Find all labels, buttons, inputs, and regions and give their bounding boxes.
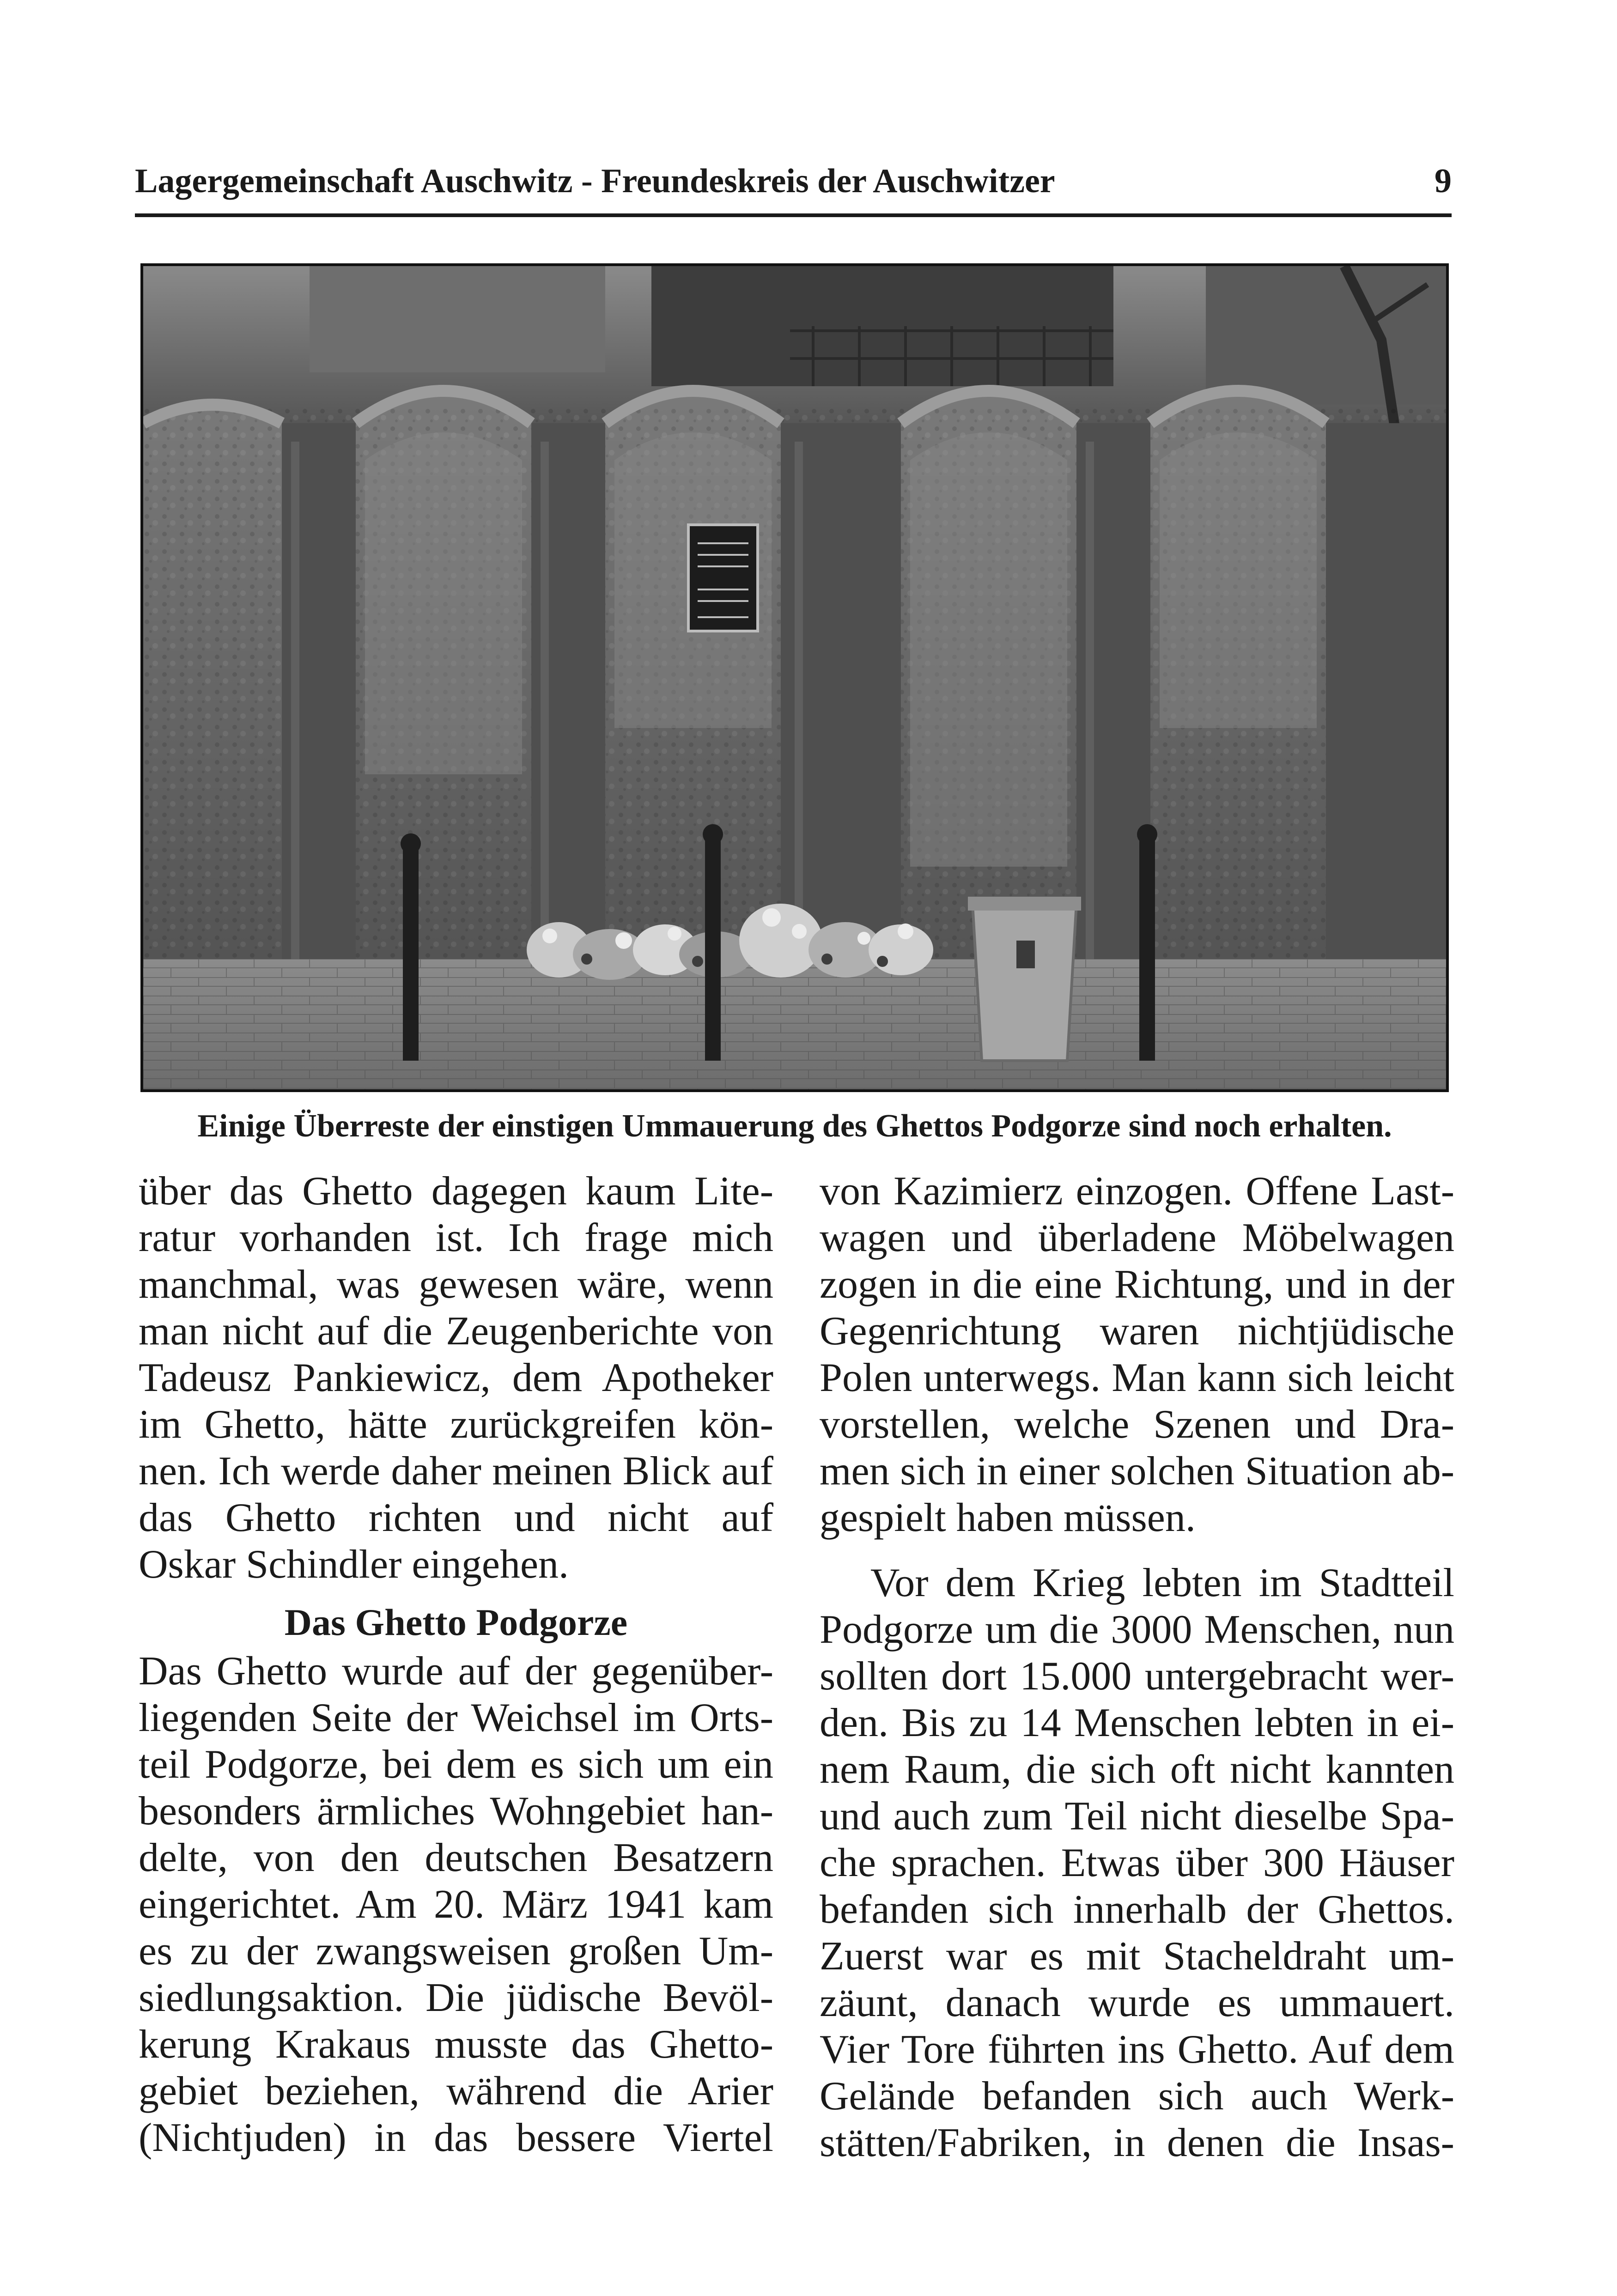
text-line: Polen unterwegs. Man kann sich leicht <box>820 1355 1454 1400</box>
text-line: men sich in einer solchen Situation ab- <box>820 1449 1454 1494</box>
right-text-column <box>820 1168 1454 2166</box>
photo-caption: Einige Überreste der einstigen Ummauerung des Ghettos Podgorze sind noch erhalten. <box>197 1108 1392 1144</box>
text-line: es zu der zwangsweisen großen Um- <box>139 1929 773 1974</box>
text-line: zogen in die eine Richtung, und in der <box>820 1262 1454 1307</box>
page-header <box>135 161 1452 217</box>
text-line: Oskar Schindler eingehen. <box>139 1542 569 1587</box>
text-line: und auch zum Teil nicht dieselbe Spa- <box>820 1794 1454 1839</box>
text-line: delte, von den deutschen Besatzern <box>139 1835 773 1880</box>
text-line: im Ghetto, hätte zurückgreifen kön- <box>139 1402 773 1447</box>
text-line: che sprachen. Etwas über 300 Häuser <box>820 1840 1454 1885</box>
text-line: gebiet beziehen, während die Arier <box>139 2069 773 2114</box>
text-line: manchmal, was gewesen wäre, wenn <box>139 1262 773 1307</box>
text-line: siedlungsaktion. Die jüdische Bevöl- <box>139 1975 773 2020</box>
text-line: man nicht auf die Zeugenberichte von <box>139 1309 773 1354</box>
text-line: Vier Tore führten ins Ghetto. Auf dem <box>820 2027 1454 2072</box>
text-line: von Kazimierz einzogen. Offene Last- <box>820 1169 1454 1214</box>
text-line: Vor dem Krieg lebten im Stadtteil <box>870 1561 1454 1605</box>
text-line: Zuerst war es mit Stacheldraht um- <box>820 1934 1454 1979</box>
section-heading: Das Ghetto Podgorze <box>284 1601 628 1643</box>
text-line: über das Ghetto dagegen kaum Lite- <box>139 1169 773 1214</box>
text-line: nem Raum, die sich oft nicht kannten <box>820 1747 1454 1792</box>
paragraph-gap <box>820 1541 1454 1560</box>
left-text-column <box>139 1168 773 2161</box>
text-line: Gegenrichtung waren nichtjüdische <box>820 1309 1454 1354</box>
text-line: zäunt, danach wurde es ummauert. <box>820 1980 1454 2025</box>
text-line: liegenden Seite der Weichsel im Orts- <box>139 1695 773 1740</box>
text-line: wagen und überladene Möbelwagen <box>820 1215 1454 1260</box>
text-line: kerung Krakaus musste das Ghetto- <box>139 2022 773 2067</box>
running-title: Lagergemeinschaft Auschwitz - Freundeskreis der Auschwitzer <box>135 162 1055 200</box>
text-line: das Ghetto richten und nicht auf <box>139 1495 773 1540</box>
text-line: (Nichtjuden) in das bessere Viertel <box>139 2115 773 2160</box>
text-line: besonders ärmliches Wohngebiet han- <box>139 1789 773 1834</box>
text-line: Podgorze um die 3000 Menschen, nun <box>820 1607 1454 1652</box>
ghetto-wall-photo <box>140 263 1449 1092</box>
text-line: vorstellen, welche Szenen und Dra- <box>820 1402 1454 1447</box>
text-line: sollten dort 15.000 untergebracht wer- <box>820 1654 1454 1699</box>
text-line: gespielt haben müssen. <box>820 1495 1196 1540</box>
text-line: Gelände befanden sich auch Werk- <box>820 2074 1454 2119</box>
text-line: den. Bis zu 14 Menschen lebten in ei- <box>820 1701 1454 1745</box>
text-line: befanden sich innerhalb der Ghettos. <box>820 1887 1454 1932</box>
text-line: eingerichtet. Am 20. März 1941 kam <box>139 1882 773 1927</box>
page-number: 9 <box>1435 162 1452 200</box>
text-line: ratur vorhanden ist. Ich frage mich <box>139 1215 773 1260</box>
text-line: Das Ghetto wurde auf der gegenüber- <box>139 1649 773 1694</box>
text-line: nen. Ich werde daher meinen Blick auf <box>139 1449 773 1494</box>
text-line: teil Podgorze, bei dem es sich um ein <box>139 1742 773 1787</box>
text-line: stätten/Fabriken, in denen die Insas- <box>820 2120 1454 2165</box>
text-line: Tadeusz Pankiewicz, dem Apotheker <box>139 1355 773 1400</box>
